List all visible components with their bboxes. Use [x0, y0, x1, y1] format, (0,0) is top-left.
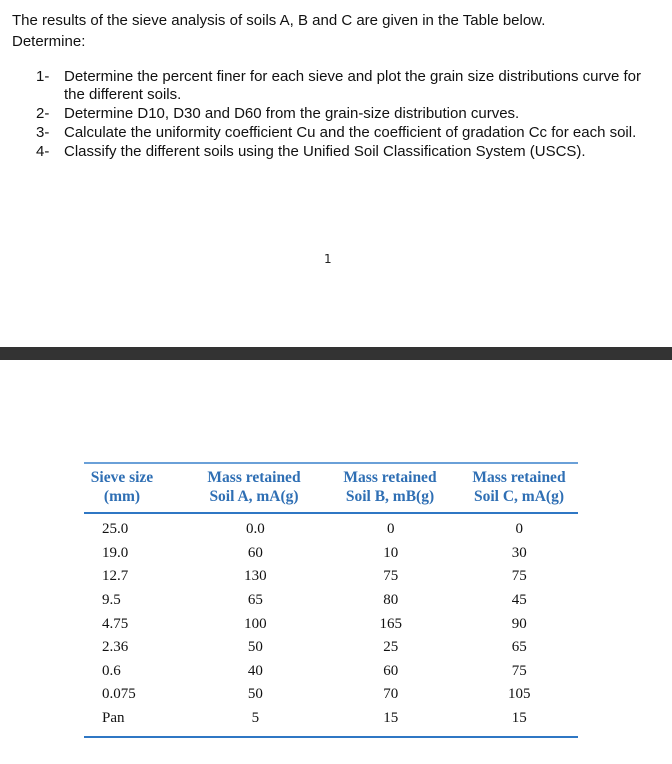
- cell-sieve-size: 25.0: [102, 521, 129, 538]
- cell-sieve-size: 9.5: [102, 592, 121, 609]
- cell-sieve-size: Pan: [102, 710, 125, 727]
- header-line: Soil A, mA(g): [209, 488, 299, 505]
- cell-soil-a: 100: [244, 615, 267, 632]
- table-rule-top: [84, 462, 578, 464]
- task-text: Determine the percent finer for each sieve and plot the grain size distributions curve for the different soils.: [64, 68, 641, 103]
- cell-soil-b: 25: [383, 639, 399, 656]
- cell-soil-a: 5: [251, 710, 260, 727]
- cell-soil-a: 50: [247, 686, 263, 703]
- table-body: [84, 518, 578, 730]
- cell-soil-b: 60: [383, 662, 399, 679]
- task-text: Classify the different soils using the Unified Soil Classification System (USCS).: [64, 143, 586, 160]
- cell-sieve-size: 0.075: [102, 686, 136, 703]
- table-rule-bottom: [84, 736, 578, 738]
- cell-sieve-size: 4.75: [102, 615, 129, 632]
- table-row: [84, 683, 578, 707]
- cell-soil-c: 15: [511, 710, 527, 727]
- cell-soil-c: 65: [511, 639, 527, 656]
- header-soil-a: [188, 468, 320, 506]
- header-soil-b: [320, 468, 460, 506]
- cell-soil-c: 75: [511, 662, 527, 679]
- cell-soil-b: 80: [383, 592, 399, 609]
- header-line: Soil B, mB(g): [345, 488, 435, 505]
- task-number: 4-: [36, 143, 50, 160]
- table-row: [84, 589, 578, 613]
- header-sieve-size: [84, 468, 160, 506]
- header-line: Mass retained: [472, 469, 566, 486]
- table-row: [84, 636, 578, 660]
- table-row: [84, 565, 578, 589]
- task-number: 2-: [36, 105, 50, 122]
- header-line: (mm): [103, 488, 141, 505]
- task-item: [36, 68, 656, 104]
- task-text: Calculate the uniformity coefficient Cu and the coefficient of gradation Cc for each soil.: [64, 124, 637, 141]
- cell-soil-a: 65: [247, 592, 263, 609]
- task-list: [36, 68, 656, 162]
- cell-soil-a: 40: [247, 662, 263, 679]
- task-item: [36, 105, 656, 123]
- cell-sieve-size: 2.36: [102, 639, 129, 656]
- cell-soil-b: 0: [387, 521, 395, 538]
- cell-soil-c: 30: [511, 544, 527, 561]
- table-row: [84, 612, 578, 636]
- cell-soil-a: 60: [247, 544, 263, 561]
- intro-statement: The results of the sieve analysis of soils A, B and C are given in the Table below.: [12, 12, 546, 29]
- table-row: [84, 660, 578, 684]
- cell-sieve-size: 19.0: [102, 544, 129, 561]
- task-text: Determine D10, D30 and D60 from the grain-size distribution curves.: [64, 105, 520, 122]
- intro-determine: Determine:: [12, 33, 86, 50]
- table-row: [84, 542, 578, 566]
- cell-soil-c: 75: [511, 568, 527, 585]
- table-row: [84, 518, 578, 542]
- cell-sieve-size: 0.6: [102, 662, 121, 679]
- page-divider: [0, 347, 672, 360]
- header-soil-c: [460, 468, 578, 506]
- task-item: [36, 124, 656, 142]
- cell-soil-a: 0.0: [245, 521, 265, 538]
- cell-soil-a: 130: [244, 568, 267, 585]
- header-line: Sieve size: [90, 469, 154, 486]
- cell-soil-b: 10: [383, 544, 399, 561]
- task-number: 1-: [36, 68, 50, 85]
- header-line: Mass retained: [343, 469, 437, 486]
- cell-sieve-size: 12.7: [102, 568, 129, 585]
- cell-soil-a: 50: [247, 639, 263, 656]
- cell-soil-b: 15: [383, 710, 399, 727]
- task-number: 3-: [36, 124, 50, 141]
- header-line: Soil C, mA(g): [474, 488, 564, 505]
- page-number: 1: [324, 252, 332, 266]
- cell-soil-c: 105: [508, 686, 531, 703]
- cell-soil-b: 165: [379, 615, 403, 632]
- problem-intro: [12, 10, 662, 52]
- cell-soil-c: 90: [511, 615, 527, 632]
- cell-soil-c: 0: [515, 521, 523, 538]
- table-row: [84, 707, 578, 731]
- cell-soil-b: 75: [383, 568, 399, 585]
- table-rule-header: [84, 512, 578, 514]
- header-line: Mass retained: [207, 469, 301, 486]
- cell-soil-c: 45: [511, 592, 527, 609]
- cell-soil-b: 70: [383, 686, 399, 703]
- table-header: [84, 468, 578, 506]
- task-item: [36, 143, 656, 161]
- sieve-table: [84, 462, 578, 738]
